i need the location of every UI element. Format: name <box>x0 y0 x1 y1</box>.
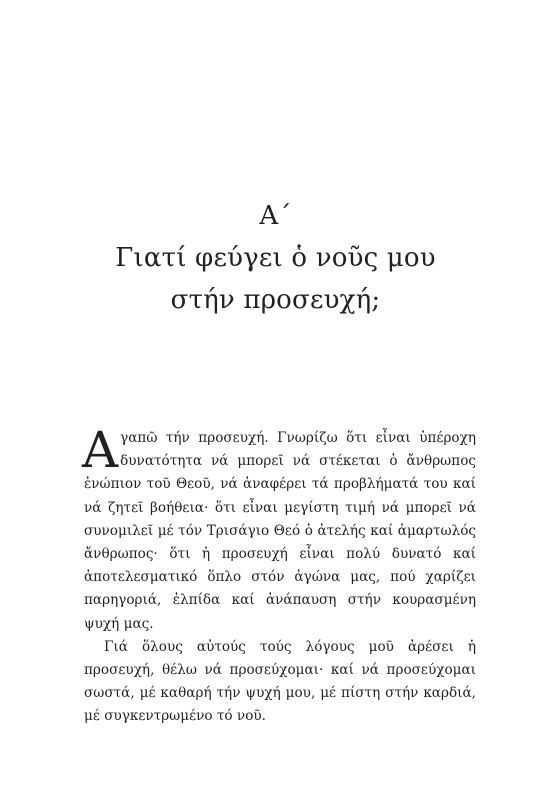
paragraph: Γιά ὅλους αὐτούς τούς λόγους μοῦ ἀρέσει ἡ προσευχή, θέλω νά προσεύχομαι· καί νά προσεύχομαι σωστά, μέ καθαρή τήν ψυχή μου, μέ πίστη στήν καρδιά, μέ συγκεντρωμένο τό νοῦ. <box>84 638 476 725</box>
chapter-title-line-2: στήν προσευχή; <box>170 285 381 316</box>
paragraph-1-text: γαπῶ τήν προσευχή. Γνωρίζω ὅτι εἶναι ὑπέροχη δυνατότητα νά μπορεῖ νά στέκεται ὁ ἄνθρωπος ἐνώπιον τοῦ Θεοῦ, νά ἀναφέρει τά προβλήματά του καί νά ζητεῖ βοήθεια· ὅτι εἶναι μεγίστη τιμή νά μπορεῖ νά συνομιλεῖ μέ τόν Τρισάγιο Θεό ὁ ἀτελής καί ἁμαρτωλός ἄνθρωπος· ὅτι ἡ προσευχή εἶναι πολύ δυνατό καί ἀποτελεσματικό ὅπλο στόν ἀγώνα μας, πού χαρίζει παρηγοριά, ἐλπίδα καί ἀνάπαυση στήν κουρασμένη ψυχή μας. <box>84 430 476 632</box>
paragraph <box>82 421 476 636</box>
chapter-number: Α΄ <box>259 201 292 232</box>
chapter-title-line-1: Γιατί φεύγει ὁ νοῦς μου <box>115 243 436 274</box>
body-text <box>82 421 476 729</box>
chapter-heading <box>60 195 491 321</box>
drop-cap: Α <box>82 421 119 479</box>
